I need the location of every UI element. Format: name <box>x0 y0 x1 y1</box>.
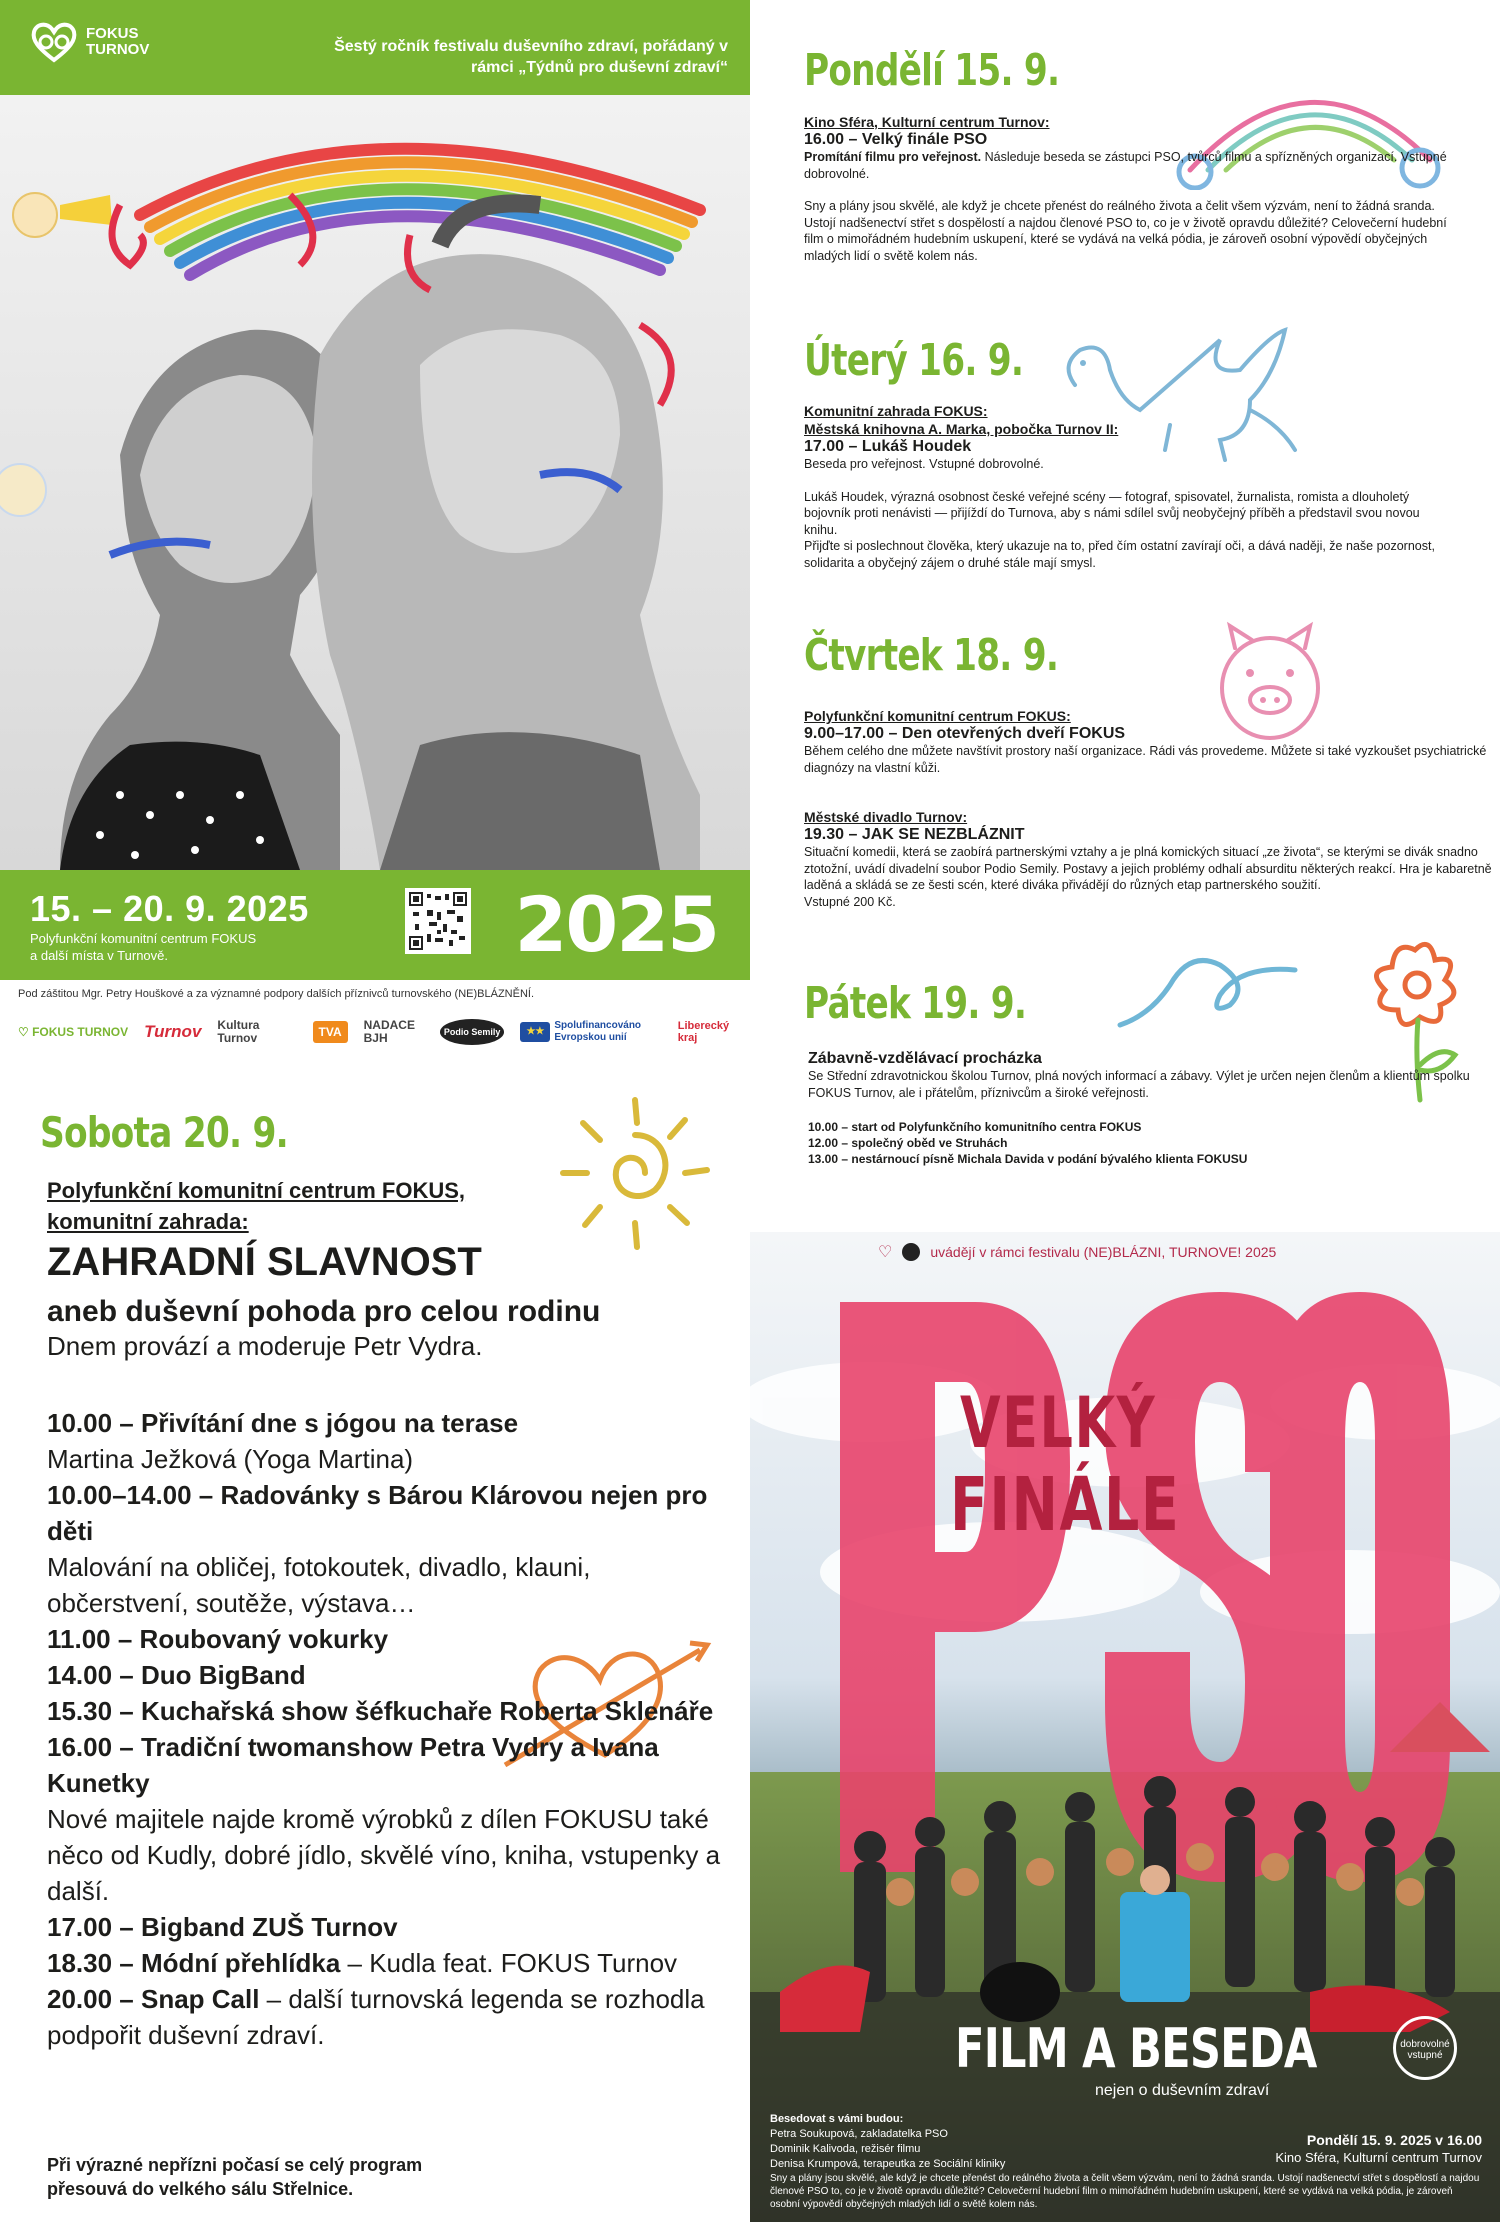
poster-venue: Kino Sféra, Kulturní centrum Turnov <box>1275 2150 1482 2165</box>
program-item <box>47 1441 727 1477</box>
saturday-venue-line1: Polyfunkční komunitní centrum FOKUS, <box>47 1178 466 1203</box>
program-item <box>47 1477 727 1549</box>
friday-item: 10.00 – start od Polyfunkčního komunitního centra FOKUS <box>808 1120 1142 1134</box>
program-item-bold: 17.00 – Bigband ZUŠ Turnov <box>47 1912 398 1942</box>
weather-note-line2: přesouvá do velkého sálu Střelnice. <box>47 2179 354 2199</box>
credit-item: Petra Soukupová, zakladatelka PSO <box>770 2128 948 2140</box>
monday-event <box>804 113 1454 264</box>
logo-text <box>86 26 149 58</box>
hero-photo <box>0 95 750 870</box>
poster-title-line1: VELKÝ <box>960 1382 1157 1464</box>
weather-note <box>47 2153 422 2201</box>
saturday-event-subtitle: aneb duševní pohoda pro celou rodinu <box>47 1295 601 1328</box>
sponsor-turnov-logo <box>144 1022 201 1042</box>
program-item <box>47 1909 727 1945</box>
poster-header <box>750 1232 1500 1272</box>
thursday-place2: Městské divadlo Turnov: <box>804 809 968 825</box>
thursday-price: Vstupné 200 Kč. <box>804 894 896 909</box>
program-item <box>47 1801 727 1909</box>
sponsor-name: FOKUS TURNOV <box>32 1025 129 1039</box>
monday-event-title: 16.00 – Velký finále PSO <box>804 131 988 148</box>
program-item <box>47 1621 727 1657</box>
festival-dates: 15. – 20. 9. 2025 <box>30 888 309 929</box>
tuesday-place1: Komunitní zahrada FOKUS: <box>804 403 988 419</box>
poster-date: Pondělí 15. 9. 2025 v 16.00 <box>1306 2132 1482 2148</box>
program-item-bold: 18.30 – Módní přehlídka <box>47 1948 341 1978</box>
friday-items <box>808 1119 1488 1167</box>
venue-line1: Polyfunkční komunitní centrum FOKUS <box>30 931 257 946</box>
weather-note-line1: Při výrazné nepřízni počasí se celý program <box>47 2155 423 2175</box>
thursday-event-1 <box>804 707 1494 776</box>
program-item <box>47 1729 727 1801</box>
festival-tagline: Šestý ročník festivalu duševního zdraví, pořádaný v rámci „Týdnů pro duševní zdraví“ <box>334 38 728 76</box>
tuesday-place2: Městská knihovna A. Marka, pobočka Turnov II: <box>804 421 1119 437</box>
hero-panel <box>0 0 750 1045</box>
sponsor-name: Kultura Turnov <box>217 1018 260 1045</box>
poster-description: Sny a plány jsou skvělé, ale když je chcete přenést do reálného života a čelit všem výzvám, není to žádná sranda. Ustojí nadšenectví střet s dospělostí a najdou členové PSO to, co je v životě opravdu důležité? Celovečerní hudební film o mimořádném hudebním uskupení, které se vydává na velká pódia, je zároveň osobní výpovědí obyčejných mladých lidí o světě kolem nás. <box>770 2173 1480 2210</box>
sun-drawing <box>555 1095 715 1255</box>
program-item-bold: 20.00 – Snap Call <box>47 1984 260 2014</box>
program-item-text: Malování na obličej, fotokoutek, divadlo, klauni, občerstvení, soutěže, výstava… <box>47 1552 591 1618</box>
wave-drawing <box>1110 945 1310 1035</box>
thursday-place1: Polyfunkční komunitní centrum FOKUS: <box>804 708 1071 724</box>
free-entry-badge: dobrovolné vstupné <box>1393 2016 1457 2080</box>
friday-event <box>808 1050 1488 1167</box>
program-item <box>47 1549 727 1621</box>
poster-credits <box>770 2112 1005 2172</box>
tuesday-event-title: 17.00 – Lukáš Houdek <box>804 438 972 455</box>
friday-body: Se Střední zdravotnickou školou Turnov, plná nových informací a zábavy. Výlet je určen nejen členům a klientům spolku FOKUS Turnov, ale i přátelům, příznivcům a široké veřejnosti. <box>808 1069 1470 1100</box>
saturday-venue-line2: komunitní zahrada: <box>47 1209 249 1234</box>
program-item-bold: 10.00 – Přivítání dne s jógou na terase <box>47 1408 519 1438</box>
program-item <box>47 1657 727 1693</box>
sponsor-liberecky-logo <box>678 1020 738 1044</box>
program-item <box>47 1945 727 1981</box>
tuesday-event <box>804 402 1454 571</box>
sponsor-name: Podio Semily <box>440 1019 505 1045</box>
sponsor-fokus-logo: ♡ FOKUS TURNOV <box>18 1025 129 1039</box>
credit-item: Dominik Kalivoda, režisér filmu <box>770 2143 921 2155</box>
friday-event-title: Zábavně-vzdělávací procházka <box>808 1050 1042 1067</box>
program-item-text: Martina Ježková (Yoga Martina) <box>47 1444 414 1474</box>
credits-heading: Besedovat s vámi budou: <box>770 2113 904 2125</box>
program-item-text: – Kudla feat. FOKUS Turnov <box>340 1948 678 1978</box>
festival-venue <box>30 930 256 964</box>
friday-section <box>804 978 1089 1029</box>
tuesday-body2: Přijďte si poslechnout člověka, který ukazuje na to, před čím ostatní zavírají oči, a dává naději, že naše pozornost, solidarita a obyčejný zájem o druhé stále mají smysl. <box>804 539 1435 570</box>
sponsor-bjh-logo <box>364 1019 424 1045</box>
saturday-venue <box>47 1175 465 1237</box>
credit-item: Denisa Krumpová, terapeutka ze Sociální kliniky <box>770 2158 1006 2170</box>
poster-film-subtitle: nejen o duševním zdraví <box>1095 2082 1270 2099</box>
program-item-bold: 11.00 – Roubovaný vokurky <box>47 1624 389 1654</box>
program-item <box>47 1405 727 1441</box>
sponsor-kultura-logo <box>217 1019 296 1045</box>
saturday-heading: Sobota 20. 9. <box>40 1108 288 1157</box>
program-item <box>47 1693 727 1729</box>
monday-lead-text: Následuje beseda se zástupci PSO, tvůrců filmu a spřízněných organizací. Vstupné dobrovolné. <box>804 150 1447 181</box>
monday-section <box>804 45 1131 96</box>
poster-datetime <box>1275 2132 1482 2166</box>
sponsor-name: TVA <box>313 1021 348 1043</box>
thursday-body2: Situační komedii, která se zaobírá partnerskými vztahy a je plná komických situací „ze života“, se kterými se divák snadno ztotožní, uvádí divadelní soubor Podio Semily. Postavy a jejich problémy odhalí absurditu některých reakcí. Hra je kabaretně laděná a skládá se ze šesti scén, které diváka přivádějí do různých etap partnerského soužití. <box>804 845 1492 892</box>
monday-lead-bold: Promítání filmu pro veřejnost. <box>804 150 982 164</box>
poster-top-text: uvádějí v rámci festivalu (NE)BLÁZNI, TURNOVE! 2025 <box>930 1244 1277 1260</box>
qr-code[interactable] <box>405 888 471 954</box>
tuesday-lead: Beseda pro veřejnost. Vstupné dobrovolné. <box>804 457 1044 471</box>
sponsor-name: Turnov <box>144 1022 202 1041</box>
fokus-logo <box>30 20 149 64</box>
film-poster <box>750 1232 1500 2222</box>
saturday-host: Dnem provází a moderuje Petr Vydra. <box>47 1331 483 1361</box>
logo-line1: FOKUS <box>86 25 139 42</box>
hero-top-bar <box>0 0 750 95</box>
thursday-heading: Čtvrtek 18. 9. <box>804 630 1059 681</box>
poster-podio-icon <box>902 1243 920 1261</box>
friday-item: 12.00 – společný oběd ve Struhách <box>808 1136 1008 1150</box>
thursday-section <box>804 630 1130 681</box>
saturday-section <box>0 1075 750 2222</box>
poster-title-line2: FINÁLE <box>950 1462 1181 1548</box>
tuesday-heading: Úterý 16. 9. <box>804 335 1024 386</box>
monday-body: Sny a plány jsou skvělé, ale když je chcete přenést do reálného života a čelit všem výzvám, není to žádná sranda. Ustojí nadšenectví střet s dospělostí a najdou členové PSO to, co je v životě opravdu důležité? Celovečerní hudební film o mimořádném hudebním uskupení, které se vydává na velká pódia, je zároveň osobní výpovědí obyčejných mladých lidí o světě kolem nás. <box>804 199 1447 263</box>
logo-line2: TURNOV <box>86 41 150 58</box>
venue-line2: a další místa v Turnově. <box>30 948 169 963</box>
thursday-body1: Během celého dne můžete navštívit prostory naší organizace. Rádi vás provedeme. Můžete si také vyzkoušet psychiatrické diagnózy na vlastní kůži. <box>804 744 1487 775</box>
program-item-bold: 10.00–14.00 – Radovánky s Bárou Klárovou nejen pro děti <box>47 1480 708 1546</box>
sponsor-name: Liberecký kraj <box>677 1020 730 1044</box>
hero-dates-bar <box>0 870 750 980</box>
friday-heading: Pátek 19. 9. <box>804 978 1027 1029</box>
saturday-program <box>47 1405 727 2053</box>
program-item-bold: 16.00 – Tradiční twomanshow Petra Vydry a Ivana Kunetky <box>47 1732 659 1798</box>
sponsor-name: Spolufinancováno Evropskou unií <box>554 1020 642 1043</box>
sponsor-logos <box>18 1010 738 1054</box>
festival-year: 2025 <box>514 880 718 969</box>
saturday-event-title: ZAHRADNÍ SLAVNOST <box>47 1240 482 1284</box>
hero-illustration <box>0 95 750 870</box>
sponsor-name: NADACE BJH <box>363 1018 415 1045</box>
thursday-event2-title: 19.30 – JAK SE NEZBLÁZNIT <box>804 826 1025 843</box>
poster-fokus-heart-icon: ♡ <box>878 1244 893 1261</box>
eu-stars-icon: ★★ <box>520 1022 550 1042</box>
tuesday-body1: Lukáš Houdek, výrazná osobnost české veřejné scény — fotograf, spisovatel, žurnalista, romista a dlouholetý bojovník proti nenávisti — přijíždí do Turnova, aby s námi sdílel svůj neobyčejný příběh a představil svou novou knihu. <box>804 489 1420 537</box>
tuesday-section <box>804 335 1085 386</box>
sponsor-eu-logo <box>520 1020 661 1044</box>
monday-place: Kino Sféra, Kulturní centrum Turnov: <box>804 114 1050 130</box>
friday-item: 13.00 – nestárnoucí písně Michala Davida v podání bývalého klienta FOKUSU <box>808 1152 1248 1166</box>
sponsor-podio-logo <box>440 1019 505 1045</box>
program-item-bold: 15.30 – Kuchařská show šéfkuchaře Roberta Sklenáře <box>47 1696 714 1726</box>
sponsor-tva-logo <box>313 1021 348 1043</box>
monday-lead <box>804 149 1454 182</box>
program-item <box>47 1981 727 2053</box>
poster-film-title: FILM A BESEDA <box>955 2017 1317 2080</box>
program-item-bold: 14.00 – Duo BigBand <box>47 1660 306 1690</box>
patronage-text: Pod záštitou Mgr. Petry Houškové a za významné podpory dalších příznivců turnovského (NE)BLÁZNĚNÍ. <box>18 988 535 1000</box>
qr-code-icon <box>409 892 467 950</box>
fokus-heart-icon <box>30 20 78 64</box>
monday-heading: Pondělí 15. 9. <box>804 45 1060 96</box>
thursday-event1-title: 9.00–17.00 – Den otevřených dveří FOKUS <box>804 725 1126 742</box>
thursday-event-2 <box>804 808 1494 910</box>
program-item-text: Nové majitele najde kromě výrobků z dílen FOKUSU také něco od Kudly, dobré jídlo, skvělé víno, kniha, vstupenky a další. <box>47 1804 721 1906</box>
program-item-text: – další turnovská legenda se rozhodla podpořit duševní zdraví. <box>47 1984 705 2050</box>
